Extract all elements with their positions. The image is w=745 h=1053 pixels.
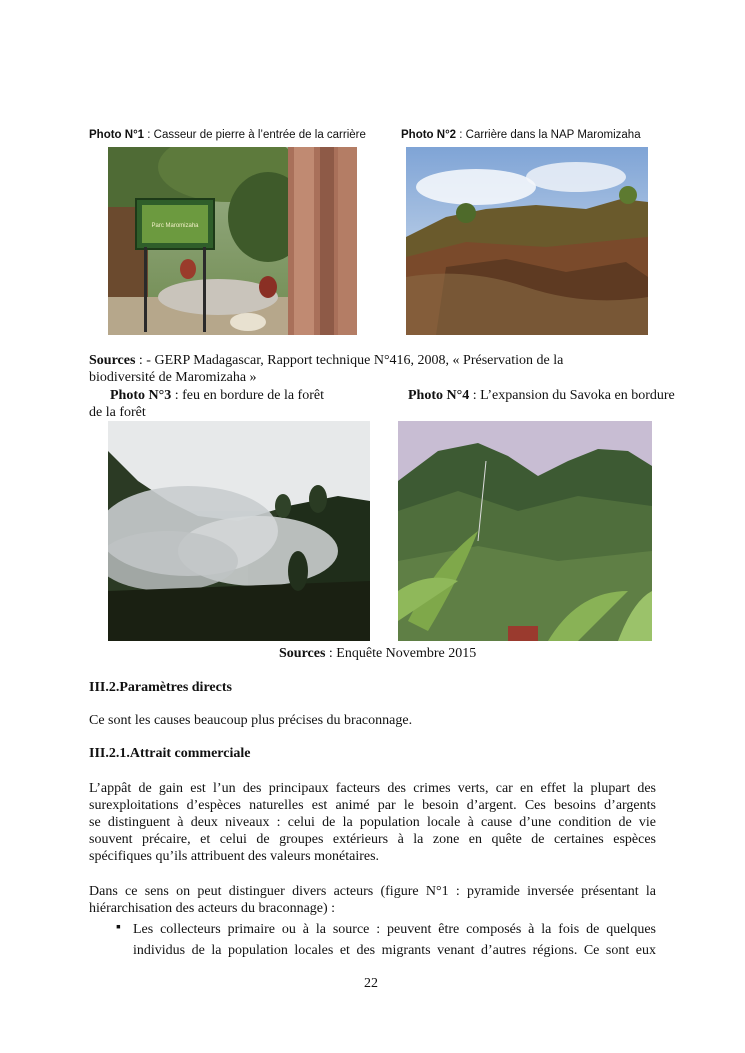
paragraph-2 — [89, 883, 656, 917]
sign-text: Parc Maromizaha — [151, 223, 199, 229]
photo3-image — [108, 421, 370, 641]
section-heading: III.2.Paramètres directs — [89, 680, 232, 695]
paragraph-2-line: hiérarchisation des acteurs du braconnage) : — [89, 901, 336, 916]
bullet-item — [133, 919, 656, 961]
subsection-heading: III.2.1.Attrait commerciale — [89, 746, 251, 761]
photo4-savoka — [398, 421, 652, 641]
paragraph-1-line: souvent précaire, et celui de groupes extérieurs à la zone en quête de certaines espèces — [89, 832, 656, 847]
bullet-symbol: ▪ — [116, 920, 121, 935]
photo3-fire — [108, 421, 370, 641]
photo4-label: Photo N°4 — [408, 388, 470, 403]
page-number: 22 — [364, 976, 378, 991]
photo2-label: Photo N°2 — [401, 129, 457, 141]
photo3-caption: Photo N°3 : feu en bordure de la forêt — [110, 388, 324, 403]
photo1-label: Photo N°1 — [89, 129, 145, 141]
paragraph-2-line: Dans ce sens on peut distinguer divers acteurs (figure N°1 : pyramide inversée présentant la — [89, 884, 656, 899]
paragraph-1 — [89, 780, 656, 865]
photo4-image — [398, 421, 652, 641]
paragraph-1-line: se distinguent à deux niveaux : celui de la population locale à cause d’une condition de vie — [89, 815, 656, 830]
bullet-line: Les collecteurs primaire ou à la source : peuvent être composés à la fois de quelques — [133, 922, 656, 937]
paragraph-1-line: spécifiques qu’ils attribuent des valeurs monétaires. — [89, 849, 380, 864]
photo4-caption-continued: de la forêt — [89, 405, 146, 420]
photo2-quarry-nap — [406, 147, 648, 335]
paragraph-1-line: surexploitations d’espèces naturelles est animé par le besoin d’argent. Ces besoins d’argents — [89, 798, 656, 813]
photo3-label: Photo N°3 — [110, 388, 172, 403]
sources1: Sources : - GERP Madagascar, Rapport technique N°416, 2008, « Préservation de la biodiversité de Maromizaha » — [89, 353, 564, 385]
photo1-image — [108, 147, 357, 335]
photo2-image — [406, 147, 648, 335]
paragraph-1-line: L’appât de gain est l’un des principaux facteurs des crimes verts, car en effet la plupart des — [89, 781, 656, 796]
photo4-caption: Photo N°4 : L’expansion du Savoka en bordure — [408, 388, 675, 403]
photo2-caption: Photo N°2 : Carrière dans la NAP Maromizaha — [401, 129, 641, 141]
photo1-caption: Photo N°1 : Casseur de pierre à l’entrée de la carrière — [89, 129, 366, 141]
photo1-quarry-entrance — [108, 147, 357, 335]
sources2: Sources : Enquête Novembre 2015 — [279, 646, 477, 661]
bullet-line: individus de la population locales et des migrants venant d’autres régions. Ce sont eux — [133, 943, 656, 958]
section-intro: Ce sont les causes beaucoup plus précises du braconnage. — [89, 713, 413, 728]
